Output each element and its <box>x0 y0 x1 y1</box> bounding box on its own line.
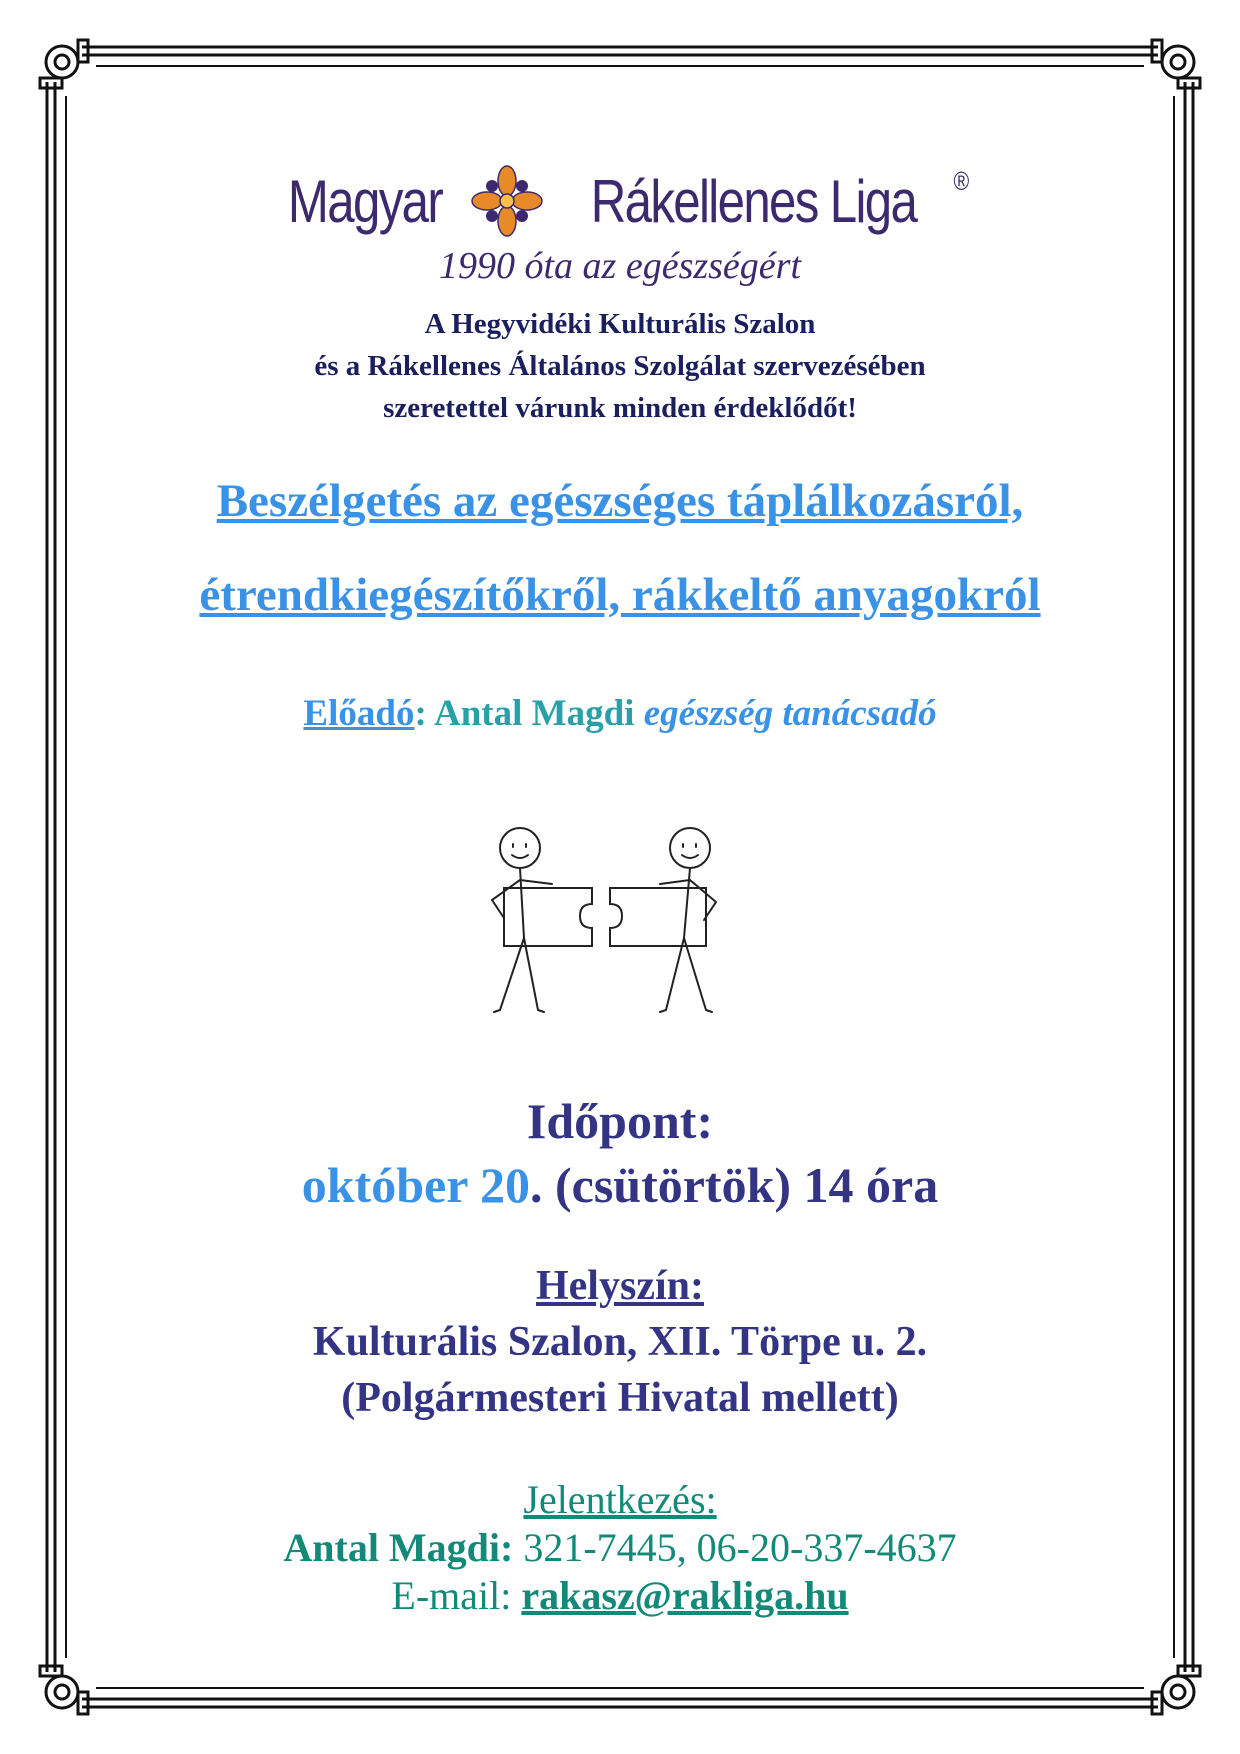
intro-line-3: szeretettel várunk minden érdeklődőt! <box>383 392 857 424</box>
presenter-colon: : <box>414 693 427 734</box>
time-heading: Időpont: <box>526 1093 714 1149</box>
intro-line-2: és a Rákellenes Általános Szolgálat szervezésében <box>314 350 926 382</box>
presenter-role: egészség tanácsadó <box>643 693 937 734</box>
event-title-line-2: étrendkiegészítőkről, rákkeltő anyagokról <box>199 569 1041 621</box>
presenter-name: Antal Magdi <box>434 693 635 734</box>
registration-email <box>0 1572 1240 1619</box>
presenter <box>0 692 1240 735</box>
event-title-line-1: Beszélgetés az egészséges táplálkozásról, <box>216 475 1024 527</box>
place-heading: Helyszín: <box>536 1263 704 1309</box>
logo-motto: 1990 óta az egészségért <box>438 245 802 287</box>
contact-phones: 321-7445, 06-20-337-4637 <box>523 1525 957 1570</box>
time-month: október <box>301 1157 468 1213</box>
place-line-2: (Polgármesteri Hivatal mellett) <box>341 1375 899 1421</box>
intro-line-1: A Hegyvidéki Kulturális Szalon <box>424 308 816 340</box>
registered-mark: ® <box>953 165 968 196</box>
logo-name-left: Magyar <box>287 167 443 235</box>
time-value <box>0 1156 1240 1214</box>
email-label: E-mail: <box>391 1573 512 1618</box>
contact-name: Antal Magdi: <box>283 1525 514 1570</box>
presenter-label: Előadó <box>303 693 415 734</box>
place-line-1: Kulturális Szalon, XII. Törpe u. 2. <box>312 1319 928 1365</box>
logo-name-right: Rákellenes Liga <box>590 167 917 235</box>
email-link[interactable]: rakasz@rakliga.hu <box>521 1573 849 1618</box>
time-rest: . (csütörtök) 14 óra <box>529 1157 939 1213</box>
two-people-puzzle-icon <box>480 820 730 1020</box>
logo <box>0 163 1240 243</box>
registration-heading: Jelentkezés: <box>523 1477 717 1522</box>
time-day: 20 <box>479 1157 530 1213</box>
registration-contact <box>0 1524 1240 1571</box>
flower-icon <box>469 163 545 239</box>
